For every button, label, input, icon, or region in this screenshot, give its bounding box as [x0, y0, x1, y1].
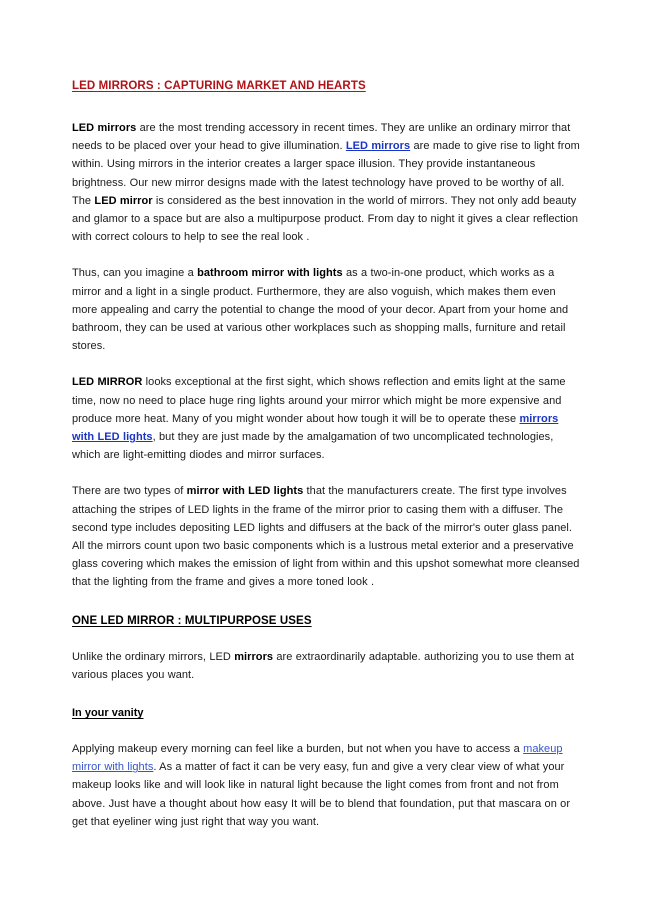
- paragraph-1-text-b: are made to give rise to light from within. Using mirrors in the interior creates a larger space illusion. They provide instantaneous brightness. Our new mirror designs made with the latest technology have proved to be worthy of all. The: [72, 140, 580, 207]
- paragraph-3-bold-lead: LED MIRROR: [72, 376, 143, 389]
- paragraph-4-text-a: There are two types of: [72, 485, 187, 498]
- paragraph-5: [72, 648, 580, 684]
- paragraph-1-text-a: are the most trending accessory in recent times. They are unlike an ordinary mirror that needs to be placed over your head to give illumination.: [72, 122, 571, 153]
- paragraph-5-bold-mirrors: mirrors: [234, 650, 274, 663]
- paragraph-3: [72, 373, 580, 464]
- paragraph-6-text-a: Applying makeup every morning can feel like a burden, but not when you have to access a: [72, 743, 524, 756]
- paragraph-2-text-a: Thus, can you imagine a: [72, 267, 198, 280]
- spacer-2: [72, 355, 580, 373]
- spacer-after-title: [72, 95, 580, 119]
- paragraph-4-bold-mirror-with-led-lights: mirror with LED lights: [186, 485, 304, 498]
- spacer-4: [72, 592, 580, 612]
- paragraph-2-bold-bathroom-mirror: bathroom mirror with lights: [197, 267, 343, 280]
- paragraph-1: [72, 119, 580, 246]
- spacer-7: [72, 722, 580, 740]
- spacer-6: [72, 684, 580, 704]
- link-mirrors-with-led-lights[interactable]: mirrors with LED lights: [72, 412, 559, 444]
- paragraph-3-text-a: looks exceptional at the first sight, which shows reflection and emits light at the same time, now no need to place huge ring lights around your mirror which might be more expensive and produce more heat. Many of you might wonder about how tough it will be to operate these: [72, 376, 566, 425]
- spacer-1: [72, 246, 580, 264]
- link-led-mirrors[interactable]: LED mirrors: [345, 140, 411, 153]
- paragraph-2: [72, 264, 580, 355]
- paragraph-3-text-b: , but they are just made by the amalgamation of two uncomplicated technologies, which are light-emitting diodes and mirror surfaces.: [72, 431, 554, 462]
- paragraph-1-bold-led-mirror: LED mirror: [94, 194, 153, 207]
- section-heading-multipurpose-uses: ONE LED MIRROR : MULTIPURPOSE USES: [72, 614, 312, 627]
- page-title: LED MIRRORS : CAPTURING MARKET AND HEARTS: [72, 80, 366, 92]
- paragraph-4-text-b: that the manufacturers create. The first type involves attaching the stripes of LED lights in the frame of the mirror prior to casing them with a diffuser. The second type includes depositing LED lights and diffusers at the back of the mirror's outer glass panel. All the mirrors count upon two basic components which is a lustrous metal exterior and a preservative glass covering which makes the emission of light from within and this upshot somewhat more cleansed that the lighting from the frame and gives a more toned look .: [72, 485, 580, 589]
- spacer-5: [72, 630, 580, 648]
- sub-heading-in-your-vanity: In your vanity: [72, 707, 144, 720]
- paragraph-6-text-b: . As a matter of fact it can be very easy, fun and give a very clear view of what your makeup looks like and will look like in natural light because the light comes from front and not from above. Just have a thought about how easy It will be to blend that foundation, put that mascara on or get that eyeliner wing just right that way you want.: [72, 761, 571, 828]
- paragraph-2-text-b: as a two-in-one product, which works as a mirror and a light in a single product. Furthermore, they are also voguish, which makes them even more appealing and carry the potential to change the mood of your decor. Apart from your home and bathroom, they can be used at various other workplaces such as shopping malls, furniture and retail stores.: [72, 267, 569, 353]
- paragraph-6: [72, 740, 580, 831]
- paragraph-5-text-b: are extraordinarily adaptable. authorizing you to use them at various places you want.: [72, 650, 574, 681]
- paragraph-1-bold-lead: LED mirrors: [72, 122, 137, 134]
- paragraph-1-text-c: is considered as the best innovation in the world of mirrors. They not only add beauty and glamor to a space but are also a multipurpose product. From day to night it gives a clear reflection with correct colours to help to see the real look .: [72, 194, 579, 244]
- paragraph-5-text-a: Unlike the ordinary mirrors, LED: [72, 650, 235, 663]
- paragraph-4: [72, 482, 580, 591]
- link-makeup-mirror-with-lights[interactable]: makeup mirror with lights: [72, 743, 563, 774]
- spacer-3: [72, 464, 580, 482]
